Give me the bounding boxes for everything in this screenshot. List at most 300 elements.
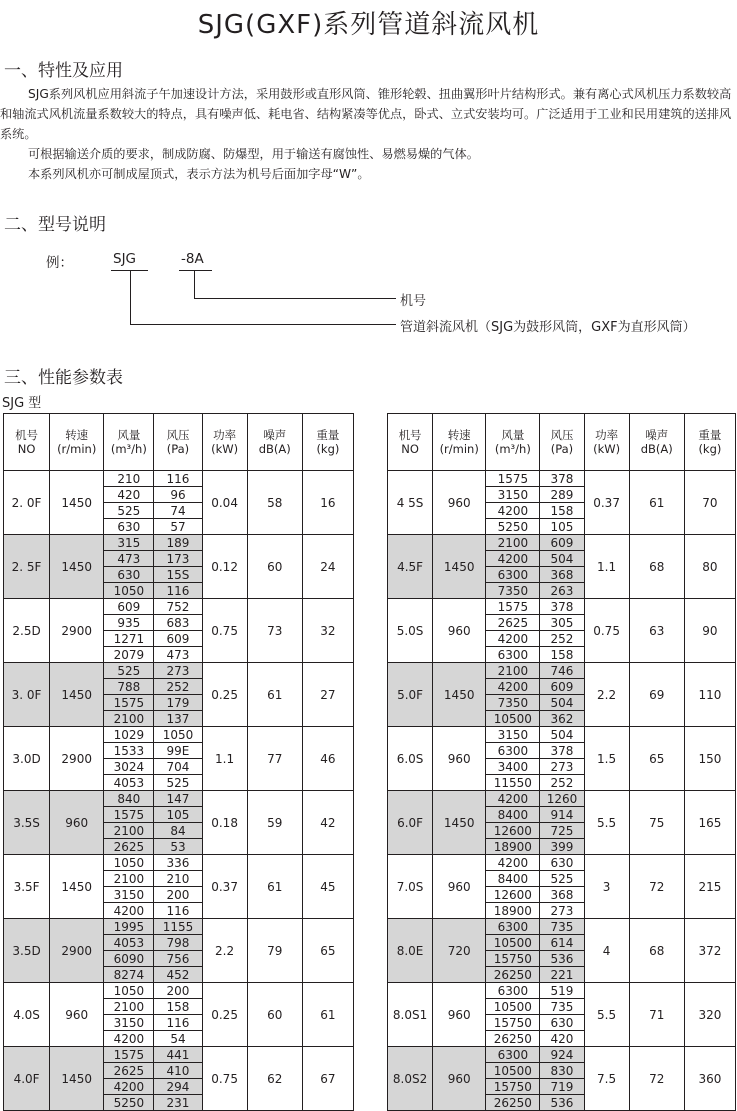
- cell-flow: 8400: [486, 871, 540, 887]
- cell-flow: 2625: [104, 1063, 154, 1079]
- cell-pressure: 609: [540, 535, 584, 551]
- cell-flow: 1575: [486, 599, 540, 615]
- header-noise: 噪声 dB(A): [247, 414, 302, 471]
- cell-model: 6.0S: [388, 727, 433, 791]
- cell-flow: 5250: [486, 519, 540, 535]
- model-group: [4, 1047, 354, 1111]
- cell-flow: 210: [104, 471, 154, 487]
- cell-pressure: 378: [540, 471, 584, 487]
- cell-flow: 5250: [104, 1095, 154, 1111]
- cell-pressure: 525: [154, 775, 202, 791]
- section-heading-features: 一、特性及应用: [4, 61, 123, 81]
- leader-number-horizontal: [194, 298, 396, 299]
- cell-pressure: 294: [154, 1079, 202, 1095]
- table-row: [4, 663, 354, 679]
- cell-flow: 525: [104, 503, 154, 519]
- table-row: [388, 727, 736, 743]
- cell-speed: 1450: [50, 1047, 104, 1111]
- cell-flow: 1995: [104, 919, 154, 935]
- cell-model: 3.5F: [4, 855, 50, 919]
- cell-pressure: 473: [154, 647, 202, 663]
- cell-speed: 1450: [50, 855, 104, 919]
- model-group: [4, 855, 354, 919]
- model-group: [388, 919, 736, 983]
- cell-flow: 1029: [104, 727, 154, 743]
- cell-power: 0.75: [202, 1047, 247, 1111]
- cell-pressure: 158: [540, 503, 584, 519]
- model-group: [4, 535, 354, 599]
- cell-flow: 2100: [104, 871, 154, 887]
- cell-flow: 2100: [486, 535, 540, 551]
- cell-noise: 69: [629, 663, 684, 727]
- cell-pressure: 116: [154, 471, 202, 487]
- cell-power: 1.5: [584, 727, 629, 791]
- cell-flow: 15750: [486, 1079, 540, 1095]
- cell-flow: 2100: [104, 999, 154, 1015]
- cell-flow: 2625: [104, 839, 154, 855]
- cell-pressure: 752: [154, 599, 202, 615]
- leader-sjg-horizontal: [130, 324, 396, 325]
- cell-weight: 320: [684, 983, 735, 1047]
- cell-pressure: 441: [154, 1047, 202, 1063]
- cell-pressure: 410: [154, 1063, 202, 1079]
- cell-speed: 960: [433, 855, 486, 919]
- cell-weight: 65: [302, 919, 353, 983]
- table-row: [4, 791, 354, 807]
- model-group: [388, 855, 736, 919]
- cell-flow: 26250: [486, 1095, 540, 1111]
- cell-weight: 61: [302, 983, 353, 1047]
- cell-weight: 165: [684, 791, 735, 855]
- cell-power: 0.04: [202, 471, 247, 535]
- cell-model: 8.0E: [388, 919, 433, 983]
- cell-pressure: 830: [540, 1063, 584, 1079]
- cell-pressure: 54: [154, 1031, 202, 1047]
- table-row: [4, 599, 354, 615]
- cell-speed: 1450: [50, 663, 104, 727]
- model-group: [4, 727, 354, 791]
- cell-pressure: 609: [540, 679, 584, 695]
- cell-power: 0.75: [202, 599, 247, 663]
- cell-flow: 18900: [486, 903, 540, 919]
- cell-flow: 630: [104, 567, 154, 583]
- cell-pressure: 536: [540, 1095, 584, 1111]
- cell-pressure: 725: [540, 823, 584, 839]
- cell-flow: 10500: [486, 711, 540, 727]
- cell-weight: 27: [302, 663, 353, 727]
- cell-pressure: 147: [154, 791, 202, 807]
- table-row: [4, 535, 354, 551]
- cell-noise: 58: [247, 471, 302, 535]
- cell-model: 7.0S: [388, 855, 433, 919]
- cell-flow: 6300: [486, 647, 540, 663]
- cell-flow: 10500: [486, 935, 540, 951]
- cell-pressure: 452: [154, 967, 202, 983]
- cell-pressure: 231: [154, 1095, 202, 1111]
- cell-flow: 26250: [486, 967, 540, 983]
- cell-pressure: 173: [154, 551, 202, 567]
- table-row: [388, 855, 736, 871]
- cell-power: 2.2: [584, 663, 629, 727]
- cell-pressure: 99E: [154, 743, 202, 759]
- cell-speed: 1450: [50, 471, 104, 535]
- cell-noise: 68: [629, 535, 684, 599]
- cell-pressure: 57: [154, 519, 202, 535]
- header-weight: 重量 (kg): [684, 414, 735, 471]
- table-row: [388, 791, 736, 807]
- cell-pressure: 252: [154, 679, 202, 695]
- cell-model: 8.0S1: [388, 983, 433, 1047]
- header-speed: 转速 (r/min): [50, 414, 104, 471]
- cell-speed: 960: [433, 599, 486, 663]
- model-group: [388, 535, 736, 599]
- cell-pressure: 630: [540, 855, 584, 871]
- cell-weight: 67: [302, 1047, 353, 1111]
- performance-table-right: [387, 413, 736, 1111]
- cell-pressure: 1155: [154, 919, 202, 935]
- cell-pressure: 378: [540, 743, 584, 759]
- cell-model: 6.0F: [388, 791, 433, 855]
- cell-flow: 10500: [486, 999, 540, 1015]
- cell-model: 3.0D: [4, 727, 50, 791]
- cell-speed: 1450: [433, 663, 486, 727]
- model-group: [4, 599, 354, 663]
- cell-pressure: 1260: [540, 791, 584, 807]
- section-heading-model: 二、型号说明: [4, 215, 106, 235]
- cell-flow: 1050: [104, 855, 154, 871]
- table-row: [4, 727, 354, 743]
- cell-pressure: 924: [540, 1047, 584, 1063]
- model-code-sjg: SJG: [113, 251, 137, 267]
- cell-pressure: 105: [540, 519, 584, 535]
- cell-weight: 16: [302, 471, 353, 535]
- cell-noise: 65: [629, 727, 684, 791]
- cell-flow: 26250: [486, 1031, 540, 1047]
- cell-flow: 2079: [104, 647, 154, 663]
- cell-power: 3: [584, 855, 629, 919]
- section-heading-performance: 三、性能参数表: [4, 368, 123, 388]
- cell-pressure: 914: [540, 807, 584, 823]
- cell-speed: 960: [50, 791, 104, 855]
- cell-pressure: 179: [154, 695, 202, 711]
- features-paragraph-2: 可根据输送介质的要求，制成防腐、防爆型，用于输送有腐蚀性、易燃易燥的气体。: [28, 147, 479, 161]
- cell-flow: 1533: [104, 743, 154, 759]
- table-row: [388, 599, 736, 615]
- cell-pressure: 200: [154, 887, 202, 903]
- cell-pressure: 519: [540, 983, 584, 999]
- cell-power: 0.75: [584, 599, 629, 663]
- cell-weight: 70: [684, 471, 735, 535]
- table-row: [4, 855, 354, 871]
- cell-pressure: 116: [154, 903, 202, 919]
- cell-power: 0.25: [202, 983, 247, 1047]
- cell-flow: 6300: [486, 567, 540, 583]
- cell-noise: 63: [629, 599, 684, 663]
- cell-flow: 3150: [104, 887, 154, 903]
- cell-pressure: 273: [540, 759, 584, 775]
- cell-pressure: 630: [540, 1015, 584, 1031]
- page-title: SJG(GXF)系列管道斜流风机: [197, 10, 540, 40]
- model-group: [4, 983, 354, 1047]
- cell-noise: 72: [629, 1047, 684, 1111]
- header-speed: 转速 (r/min): [433, 414, 486, 471]
- cell-pressure: 504: [540, 551, 584, 567]
- cell-flow: 1575: [104, 807, 154, 823]
- cell-pressure: 116: [154, 1015, 202, 1031]
- cell-pressure: 735: [540, 919, 584, 935]
- cell-flow: 4200: [486, 503, 540, 519]
- cell-flow: 1575: [104, 695, 154, 711]
- cell-power: 1.1: [202, 727, 247, 791]
- cell-flow: 1575: [104, 1047, 154, 1063]
- cell-pressure: 252: [540, 775, 584, 791]
- cell-pressure: 221: [540, 967, 584, 983]
- cell-flow: 15750: [486, 1015, 540, 1031]
- cell-flow: 788: [104, 679, 154, 695]
- cell-flow: 3150: [104, 1015, 154, 1031]
- cell-flow: 1050: [104, 983, 154, 999]
- cell-flow: 2100: [486, 663, 540, 679]
- cell-flow: 18900: [486, 839, 540, 855]
- model-group: [388, 471, 736, 535]
- cell-pressure: 756: [154, 951, 202, 967]
- cell-model: 4.0F: [4, 1047, 50, 1111]
- cell-power: 7.5: [584, 1047, 629, 1111]
- cell-flow: 12600: [486, 887, 540, 903]
- cell-flow: 525: [104, 663, 154, 679]
- cell-flow: 3400: [486, 759, 540, 775]
- features-text: [0, 84, 737, 184]
- leader-sjg-vertical: [130, 270, 131, 325]
- cell-flow: 3150: [486, 487, 540, 503]
- cell-pressure: 378: [540, 599, 584, 615]
- cell-weight: 90: [684, 599, 735, 663]
- cell-pressure: 273: [154, 663, 202, 679]
- cell-model: 4 5S: [388, 471, 433, 535]
- cell-power: 5.5: [584, 983, 629, 1047]
- cell-noise: 77: [247, 727, 302, 791]
- cell-pressure: 263: [540, 583, 584, 599]
- cell-pressure: 683: [154, 615, 202, 631]
- cell-pressure: 96: [154, 487, 202, 503]
- cell-flow: 6300: [486, 983, 540, 999]
- header-power: 功率 (kW): [584, 414, 629, 471]
- cell-noise: 60: [247, 535, 302, 599]
- cell-flow: 6300: [486, 919, 540, 935]
- cell-pressure: 289: [540, 487, 584, 503]
- features-paragraph-3: 本系列风机亦可制成屋顶式，表示方法为机号后面加字母“W”。: [28, 167, 370, 181]
- cell-flow: 609: [104, 599, 154, 615]
- cell-pressure: 1050: [154, 727, 202, 743]
- cell-flow: 2100: [104, 711, 154, 727]
- header-model: 机号 NO: [388, 414, 433, 471]
- cell-flow: 4200: [486, 791, 540, 807]
- table-row: [388, 663, 736, 679]
- cell-flow: 4200: [486, 551, 540, 567]
- cell-weight: 42: [302, 791, 353, 855]
- table-row: [388, 535, 736, 551]
- table-row: [388, 919, 736, 935]
- cell-noise: 61: [247, 663, 302, 727]
- cell-flow: 3024: [104, 759, 154, 775]
- cell-pressure: 200: [154, 983, 202, 999]
- performance-table-left: [3, 413, 354, 1111]
- cell-flow: 4200: [104, 903, 154, 919]
- cell-noise: 68: [629, 919, 684, 983]
- cell-flow: 4053: [104, 935, 154, 951]
- cell-flow: 8274: [104, 967, 154, 983]
- cell-speed: 1450: [433, 791, 486, 855]
- cell-flow: 6090: [104, 951, 154, 967]
- cell-flow: 473: [104, 551, 154, 567]
- cell-pressure: 273: [540, 903, 584, 919]
- features-paragraph-1: SJG系列风机应用斜流子午加速设计方法，采用鼓形或直形风筒、锥形轮毂、扭曲翼形叶片结构形式。兼有离心式风机压力系数较高和轴流式风机流量系数较大的特点，具有噪声低、耗电省、结构紧凑等优点，卧式、立式安装均可。广泛适用于工业和民用建筑的送排风系统。: [0, 87, 732, 141]
- cell-pressure: 746: [540, 663, 584, 679]
- cell-pressure: 614: [540, 935, 584, 951]
- table-header-row: [388, 414, 736, 471]
- cell-noise: 71: [629, 983, 684, 1047]
- cell-weight: 80: [684, 535, 735, 599]
- cell-flow: 2100: [104, 823, 154, 839]
- cell-flow: 4053: [104, 775, 154, 791]
- cell-pressure: 158: [540, 647, 584, 663]
- header-noise: 噪声 dB(A): [629, 414, 684, 471]
- cell-power: 5.5: [584, 791, 629, 855]
- cell-power: 1.1: [584, 535, 629, 599]
- cell-pressure: 536: [540, 951, 584, 967]
- header-flow: 风量 (m³/h): [486, 414, 540, 471]
- cell-pressure: 336: [154, 855, 202, 871]
- table-row: [388, 471, 736, 487]
- cell-pressure: 105: [154, 807, 202, 823]
- table-row: [388, 1047, 736, 1063]
- cell-speed: 960: [433, 471, 486, 535]
- header-power: 功率 (kW): [202, 414, 247, 471]
- cell-pressure: 362: [540, 711, 584, 727]
- cell-pressure: 504: [540, 727, 584, 743]
- cell-pressure: 798: [154, 935, 202, 951]
- cell-noise: 61: [629, 471, 684, 535]
- cell-power: 4: [584, 919, 629, 983]
- cell-pressure: 305: [540, 615, 584, 631]
- example-label: 例：: [46, 255, 73, 271]
- model-group: [4, 791, 354, 855]
- header-pressure: 风压 (Pa): [540, 414, 584, 471]
- cell-pressure: 137: [154, 711, 202, 727]
- model-group: [4, 919, 354, 983]
- cell-pressure: 420: [540, 1031, 584, 1047]
- model-group: [388, 983, 736, 1047]
- cell-power: 0.37: [202, 855, 247, 919]
- model-code-number: -8A: [181, 251, 204, 267]
- cell-speed: 2900: [50, 727, 104, 791]
- cell-flow: 10500: [486, 1063, 540, 1079]
- cell-flow: 12600: [486, 823, 540, 839]
- header-pressure: 风压 (Pa): [154, 414, 202, 471]
- cell-flow: 15750: [486, 951, 540, 967]
- cell-flow: 4200: [104, 1079, 154, 1095]
- cell-power: 0.12: [202, 535, 247, 599]
- cell-pressure: 116: [154, 583, 202, 599]
- table-subheading: SJG 型: [2, 396, 42, 411]
- cell-flow: 3150: [486, 727, 540, 743]
- cell-power: 2.2: [202, 919, 247, 983]
- table-row: [4, 983, 354, 999]
- cell-model: 3. 0F: [4, 663, 50, 727]
- cell-speed: 960: [433, 983, 486, 1047]
- cell-noise: 62: [247, 1047, 302, 1111]
- cell-pressure: 53: [154, 839, 202, 855]
- cell-model: 4.5F: [388, 535, 433, 599]
- cell-power: 0.18: [202, 791, 247, 855]
- cell-pressure: 504: [540, 695, 584, 711]
- cell-flow: 1050: [104, 583, 154, 599]
- cell-flow: 1271: [104, 631, 154, 647]
- cell-pressure: 158: [154, 999, 202, 1015]
- leader-number-vertical: [194, 270, 195, 299]
- table-row: [4, 471, 354, 487]
- cell-flow: 2625: [486, 615, 540, 631]
- cell-noise: 75: [629, 791, 684, 855]
- cell-pressure: 252: [540, 631, 584, 647]
- model-group: [388, 599, 736, 663]
- cell-speed: 1450: [433, 535, 486, 599]
- cell-pressure: 704: [154, 759, 202, 775]
- cell-model: 8.0S2: [388, 1047, 433, 1111]
- cell-speed: 2900: [50, 919, 104, 983]
- model-group: [388, 727, 736, 791]
- cell-pressure: 84: [154, 823, 202, 839]
- cell-flow: 4200: [486, 631, 540, 647]
- cell-noise: 79: [247, 919, 302, 983]
- cell-speed: 960: [433, 727, 486, 791]
- cell-model: 5.0S: [388, 599, 433, 663]
- cell-weight: 32: [302, 599, 353, 663]
- desc-model-number: 机号: [400, 294, 427, 309]
- cell-weight: 215: [684, 855, 735, 919]
- cell-flow: 7350: [486, 695, 540, 711]
- cell-model: 2. 5F: [4, 535, 50, 599]
- header-weight: 重量 (kg): [302, 414, 353, 471]
- model-group: [388, 791, 736, 855]
- cell-noise: 61: [247, 855, 302, 919]
- table-row: [4, 919, 354, 935]
- cell-model: 5.0F: [388, 663, 433, 727]
- cell-speed: 720: [433, 919, 486, 983]
- cell-weight: 110: [684, 663, 735, 727]
- cell-flow: 315: [104, 535, 154, 551]
- cell-weight: 24: [302, 535, 353, 599]
- cell-flow: 8400: [486, 807, 540, 823]
- cell-noise: 60: [247, 983, 302, 1047]
- cell-model: 2. 0F: [4, 471, 50, 535]
- cell-flow: 11550: [486, 775, 540, 791]
- cell-pressure: 609: [154, 631, 202, 647]
- cell-weight: 360: [684, 1047, 735, 1111]
- cell-model: 4.0S: [4, 983, 50, 1047]
- cell-noise: 72: [629, 855, 684, 919]
- cell-flow: 4200: [486, 679, 540, 695]
- cell-model: 3.5D: [4, 919, 50, 983]
- model-group: [4, 663, 354, 727]
- cell-pressure: 719: [540, 1079, 584, 1095]
- cell-noise: 59: [247, 791, 302, 855]
- cell-pressure: 210: [154, 871, 202, 887]
- cell-pressure: 74: [154, 503, 202, 519]
- cell-model: 2.5D: [4, 599, 50, 663]
- cell-pressure: 189: [154, 535, 202, 551]
- cell-pressure: 368: [540, 887, 584, 903]
